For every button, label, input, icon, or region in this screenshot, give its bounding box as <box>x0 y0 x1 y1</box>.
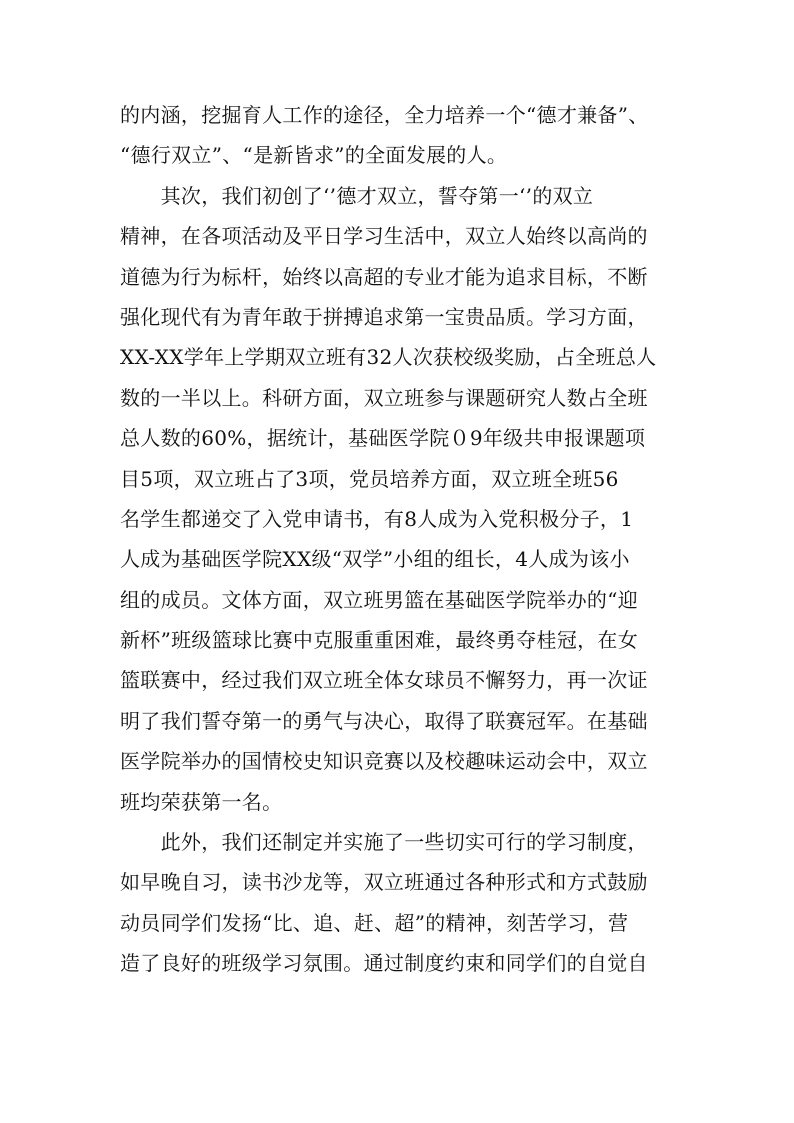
text-line: 道德为行为标杆，始终以高超的专业才能为追求目标，不断 <box>120 264 648 289</box>
text-line: 造了良好的班级学习氛围。通过制度约束和同学们的自觉自 <box>120 951 648 976</box>
text-line: XX-XX学年上学期双立班有32人次获校级奖励，占全班总人 <box>120 345 657 370</box>
text-line: 人成为基础医学院XX级“双学”小组的组长，4人成为该小 <box>120 547 630 572</box>
body-text <box>120 95 680 984</box>
text-line: 精神，在各项活动及平日学习生活中，双立人始终以高尚的 <box>120 224 648 249</box>
text-line: 总人数的60%，据统计，基础医学院０9年级共申报课题项 <box>120 426 646 451</box>
text-line: 如早晚自习，读书沙龙等，双立班通过各种形式和方式鼓励 <box>120 870 648 895</box>
text-line: 组的成员。文体方面，双立班男篮在基础医学院举办的“迎 <box>120 587 639 612</box>
text-line: 医学院举办的国情校史知识竞赛以及校趣味运动会中，双立 <box>120 749 648 774</box>
text-line: 目5项，双立班占了3项，党员培养方面，双立班全班56 <box>120 466 619 491</box>
text-line: 班均荣获第一名。 <box>120 789 283 814</box>
text-line: “德行双立”、“是新皆求”的全面发展的人。 <box>120 143 508 168</box>
text-line: 动员同学们发扬“比、追、赶、超”的精神，刻苦学习，营 <box>120 910 629 935</box>
text-line: 新杯”班级篮球比赛中克服重重困难，最终勇夺桂冠，在女 <box>120 628 639 653</box>
text-line: 名学生都递交了入党申请书，有8人成为入党积极分子，1 <box>120 506 634 531</box>
text-line: 此外，我们还制定并实施了一些切实可行的学习制度， <box>120 830 648 855</box>
text-line: 数的一半以上。科研方面，双立班参与课题研究人数占全班 <box>120 385 648 410</box>
text-line: 的内涵，挖掘育人工作的途径，全力培养一个“德才兼备”、 <box>120 103 649 127</box>
text-line: 篮联赛中，经过我们双立班全体女球员不懈努力，再一次证 <box>120 668 648 693</box>
text-line: 其次，我们初创了‘’德才双立，誓夺第一‘’的双立 <box>120 183 594 208</box>
text-line: 明了我们誓夺第一的勇气与决心，取得了联赛冠军。在基础 <box>120 708 648 733</box>
text-line: 强化现代有为青年敢于拼搏追求第一宝贵品质。学习方面， <box>120 304 648 329</box>
